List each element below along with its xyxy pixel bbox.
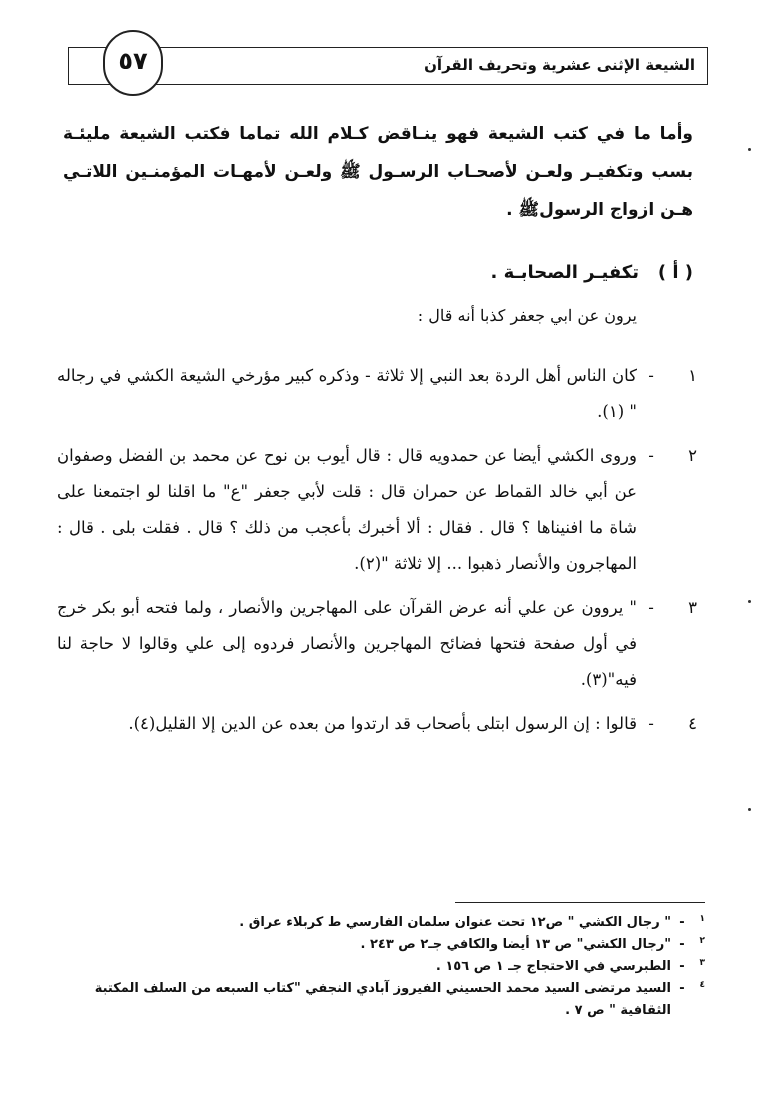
footnote-number: ٣: [699, 958, 705, 968]
footnote-dash: -: [679, 981, 685, 996]
footnote-number: ٤: [699, 980, 705, 990]
scan-speck: [748, 148, 751, 151]
running-header: [68, 47, 708, 85]
lead-line: يرون عن ابي جعفر كذبا أنه قال :: [417, 306, 637, 325]
scan-speck: [748, 808, 751, 811]
section-label: ( أ ): [657, 262, 693, 283]
intro-paragraph: وأما ما في كتب الشيعة فهو ينـاقض كـلام الله تماما فكتب الشيعة مليئـة بسب وتكفيـر ولعـن لأصحـاب الرسـول ﷺ ولعـن لأمهـات المؤمنـين اللاتـي هـن ازواج الرسولﷺ .: [63, 124, 693, 220]
footnote-dash: -: [679, 915, 685, 930]
footnote-text: "رجال الكشي" ص ١٣ أيضا والكافي جـ٢ ص ٢٤٣ .: [360, 937, 671, 952]
item-dash: -: [648, 714, 654, 733]
footnote-text: الطبرسي في الاحتجاج جـ ١ ص ١٥٦ .: [435, 959, 671, 974]
item-number: ١: [688, 366, 697, 385]
footnote: [65, 912, 705, 934]
footnote-dash: -: [679, 959, 685, 974]
item-number: ٣: [688, 598, 697, 617]
list-item: [57, 706, 697, 742]
item-text: " يروون عن علي أنه عرض القرآن على المهاجرين والأنصار ، ولما فتحه أبو بكر خرج في أول صفحة فتحها فضائح المهاجرين والأنصار فردوه إلى علي وقالوا لا حاجة لنا فيه"(٣).: [57, 598, 637, 689]
footnote-dash: -: [679, 937, 685, 952]
footnote-number: ١: [699, 914, 705, 924]
list-item: [57, 358, 697, 430]
footnote-separator: [455, 902, 705, 903]
numbered-list: [57, 358, 697, 750]
item-text: وروى الكشي أيضا عن حمدويه قال : قال أيوب بن نوح عن محمد بن الفضل وصفوان عن أبي خالد القماط عن حمران قال : قلت لأبي جعفر "ع" ما اقلنا لو اجتمعنا على شاة ما افنيناها ؟ قال . فقال : ألا أخبرك بأعجب من ذلك ؟ قال . فقلت بلى . قال : المهاجرون والأنصار ذهبوا ... إلا ثلاثة "(٢).: [57, 446, 637, 573]
item-dash: -: [648, 366, 654, 385]
footnote-text: " رجال الكشي " ص١٢ تحت عنوان سلمان الفارسي ط كربلاء عراق .: [239, 915, 671, 930]
item-text: كان الناس أهل الردة بعد النبي إلا ثلاثة - وذكره كبير مؤرخي الشيعة الكشي في رجاله " (١).: [57, 366, 637, 421]
item-number: ٢: [688, 446, 697, 465]
item-dash: -: [648, 446, 654, 465]
footnote-number: ٢: [699, 936, 705, 946]
page-number: ٥٧: [103, 30, 163, 96]
list-item: [57, 590, 697, 698]
footnote: [65, 978, 705, 1022]
item-dash: -: [648, 598, 654, 617]
item-number: ٤: [688, 714, 697, 733]
list-item: [57, 438, 697, 582]
footnote: [65, 956, 705, 978]
header-title: الشيعة الإثنى عشرية وتحريف القرآن: [424, 56, 695, 74]
footnotes: [65, 912, 705, 1022]
footnote: [65, 934, 705, 956]
section-heading: [491, 262, 693, 283]
scan-speck: [748, 600, 751, 603]
section-title: تكفيـر الصحابـة .: [490, 262, 640, 283]
item-text: قالوا : إن الرسول ابتلى بأصحاب قد ارتدوا من بعده عن الدين إلا القليل(٤).: [128, 714, 637, 733]
footnote-text: السيد مرتضى السيد محمد الحسيني الفيروز آبادي النجفي "كتاب السبعه من السلف المكتبة الثقافية " ص ٧ .: [94, 981, 671, 1018]
